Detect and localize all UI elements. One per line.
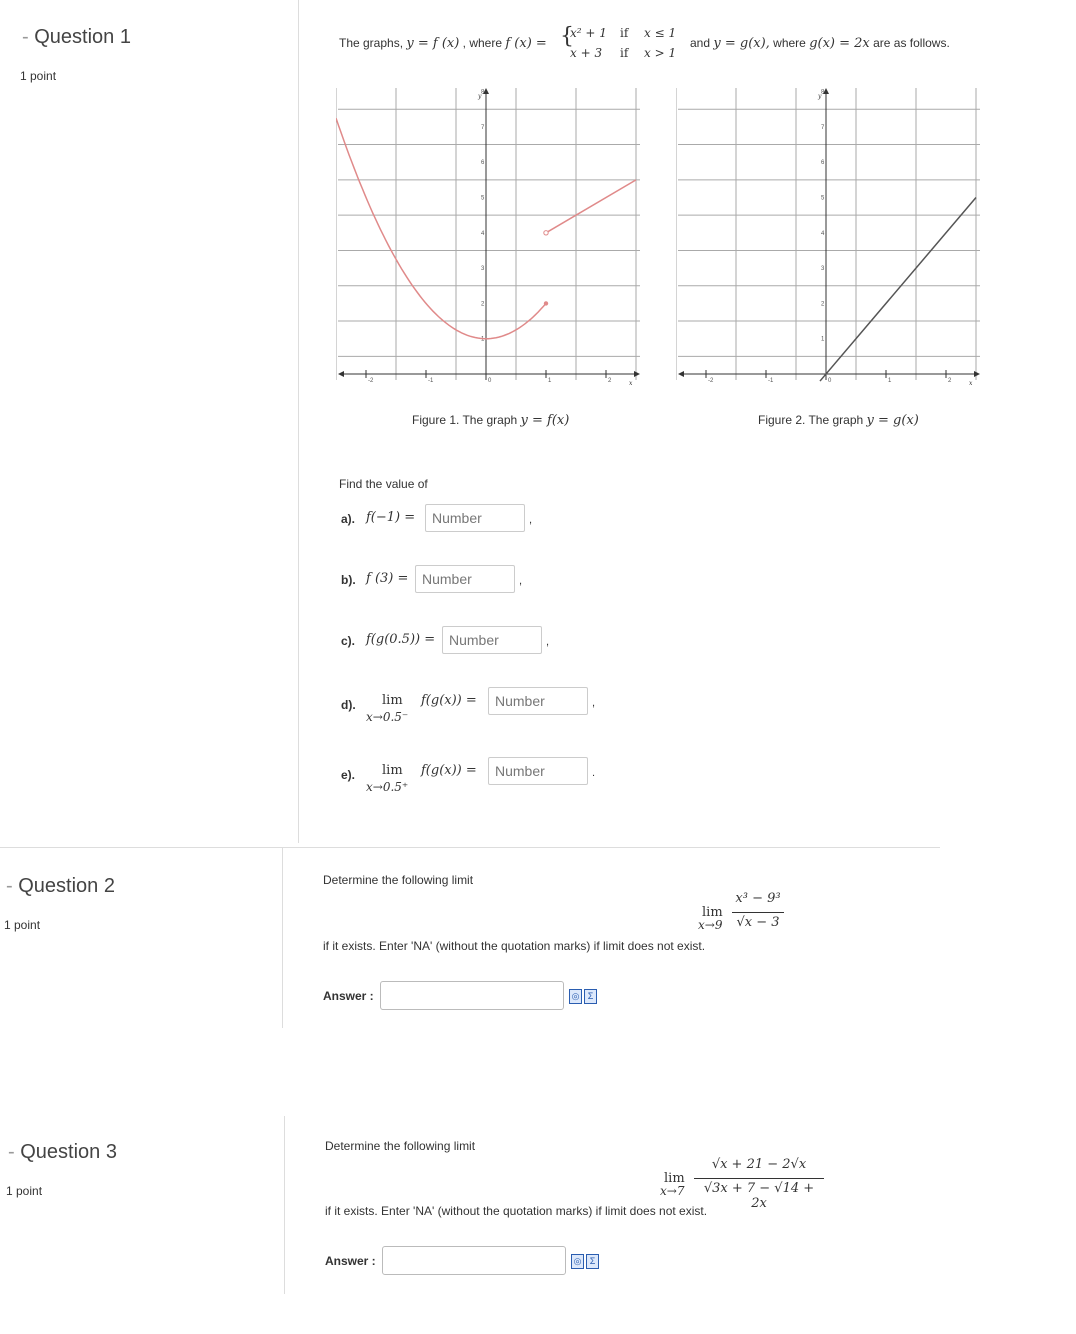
part-e-expr: f(g(x)) = [421,763,477,778]
x-axis-arrow-right [974,371,980,377]
y-tick-label: 3 [821,266,825,273]
preview-icon[interactable]: ◎ [569,989,582,1004]
preview-icon[interactable]: ◎ [571,1254,584,1269]
question-2-numerator: x³ − 9³ [735,891,781,906]
y-tick-label: 8 [821,89,825,96]
question-3-numerator: √x + 21 − 2√x [711,1157,807,1172]
x-axis-arrow-right [634,371,640,377]
y-tick-label: 8 [481,89,485,96]
x-tick-label: 0 [828,378,832,384]
figure-1-caption: Figure 1. The graph y = f(x) [412,413,570,428]
part-d-label: d). [341,698,356,712]
part-d-lim: lim [382,693,403,708]
question-2-note: if it exists. Enter 'NA' (without the quotation marks) if limit does not exist. [323,939,706,953]
y-tick-label: 4 [821,230,825,237]
question-1-intro-2: and y = g(x), where g(x) = 2x are as follows. [690,36,950,51]
question-2-answer-input[interactable] [380,981,564,1010]
figure-2-caption: Figure 2. The graph y = g(x) [758,413,919,428]
x-tick-label: 1 [888,378,892,384]
y-tick-label: 4 [481,230,485,237]
part-c-label: c). [341,634,356,648]
question-separator [0,847,940,848]
x-axis-label: x [969,380,973,387]
piece-2: x + 3 if x > 1 [570,46,677,60]
question-3-answer-label: Answer : [325,1254,376,1268]
y-axis-label: y [478,93,482,100]
question-3-lim-sub: x→7 [660,1184,685,1198]
question-2-points: 1 point [4,918,41,932]
question-2-prompt: Determine the following limit [323,873,474,887]
y-tick-label: 5 [481,195,485,202]
part-a-input[interactable] [425,504,525,532]
x-tick-label: -1 [428,378,434,384]
y-tick-label: 7 [481,124,485,131]
part-d-sub: x→0.5⁻ [366,710,409,724]
y-tick-label: 2 [481,301,485,308]
x-tick-label: 2 [948,378,952,384]
g-line [820,195,976,382]
question-2-divider [282,848,283,1028]
y-axis-label: y [818,93,822,100]
question-3-title: - Question 3 [8,1141,117,1163]
x-tick-label: -2 [368,378,374,384]
question-3-note: if it exists. Enter 'NA' (without the quotation marks) if limit does not exist. [325,1204,708,1218]
open-dot [544,231,548,235]
question-3-lim: lim [664,1171,685,1186]
question-1-title: - Question 1 [22,26,131,48]
question-1-intro: The graphs, y = f (x) , where f (x) = [339,36,547,51]
part-e-lim: lim [382,763,403,778]
f-parabola-piece [336,118,546,339]
question-3-fraction-bar [694,1178,824,1179]
part-e-sub: x→0.5⁺ [366,780,409,794]
x-tick-label: -2 [708,378,714,384]
part-d-end: , [592,697,596,709]
x-tick-label: 1 [548,378,552,384]
y-tick-label: 1 [821,336,825,343]
piecewise-brace: { [560,24,574,49]
part-a-end: , [529,514,533,526]
question-3-answer-input[interactable] [382,1246,566,1275]
part-e-label: e). [341,768,356,782]
part-b-expr: f (3) = [366,571,409,586]
y-tick-label: 2 [821,301,825,308]
part-c-end: , [546,636,550,648]
x-axis-arrow-left [338,371,344,377]
part-c-expr: f(g(0.5)) = [366,632,436,647]
part-c-input[interactable] [442,626,542,654]
x-tick-label: 0 [488,378,492,384]
question-2-lim: lim [702,905,723,920]
closed-dot [544,301,548,305]
y-tick-label: 6 [481,160,485,167]
question-2-answer-label: Answer : [323,989,374,1003]
y-tick-label: 5 [821,195,825,202]
equation-editor-icon[interactable]: Σ [586,1254,599,1269]
x-axis-label: x [629,380,633,387]
part-b-input[interactable] [415,565,515,593]
piece-1: x² + 1 if x ≤ 1 [570,26,677,40]
figure-2-graph [676,86,982,390]
part-e-input[interactable] [488,757,588,785]
question-3-denominator: √3x + 7 − √14 + 2x [703,1181,815,1211]
f-linear-piece [546,180,636,233]
question-2-fraction-bar [732,912,784,913]
part-b-label: b). [341,573,356,587]
question-2-lim-sub: x→9 [698,918,723,932]
y-tick-label: 1 [481,336,485,343]
question-3-prompt: Determine the following limit [325,1139,476,1153]
question-2-title: - Question 2 [6,875,115,897]
part-a-expr: f(−1) = [366,510,416,525]
y-tick-label: 7 [821,124,825,131]
question-1-points: 1 point [20,69,57,83]
question-1-divider [298,0,299,843]
x-tick-label: -1 [768,378,774,384]
x-axis-arrow-left [678,371,684,377]
equation-editor-icon[interactable]: Σ [584,989,597,1004]
question-3-divider [284,1116,285,1294]
part-e-end: . [592,767,596,779]
find-value-text: Find the value of [339,477,428,491]
question-3-points: 1 point [6,1184,43,1198]
y-tick-label: 6 [821,160,825,167]
y-tick-label: 3 [481,266,485,273]
x-tick-label: 2 [608,378,612,384]
part-d-input[interactable] [488,687,588,715]
part-b-end: , [519,575,523,587]
part-a-label: a). [341,512,356,526]
question-2-denominator: √x − 3 [736,915,780,930]
part-d-expr: f(g(x)) = [421,693,477,708]
figure-1-graph [336,86,642,390]
